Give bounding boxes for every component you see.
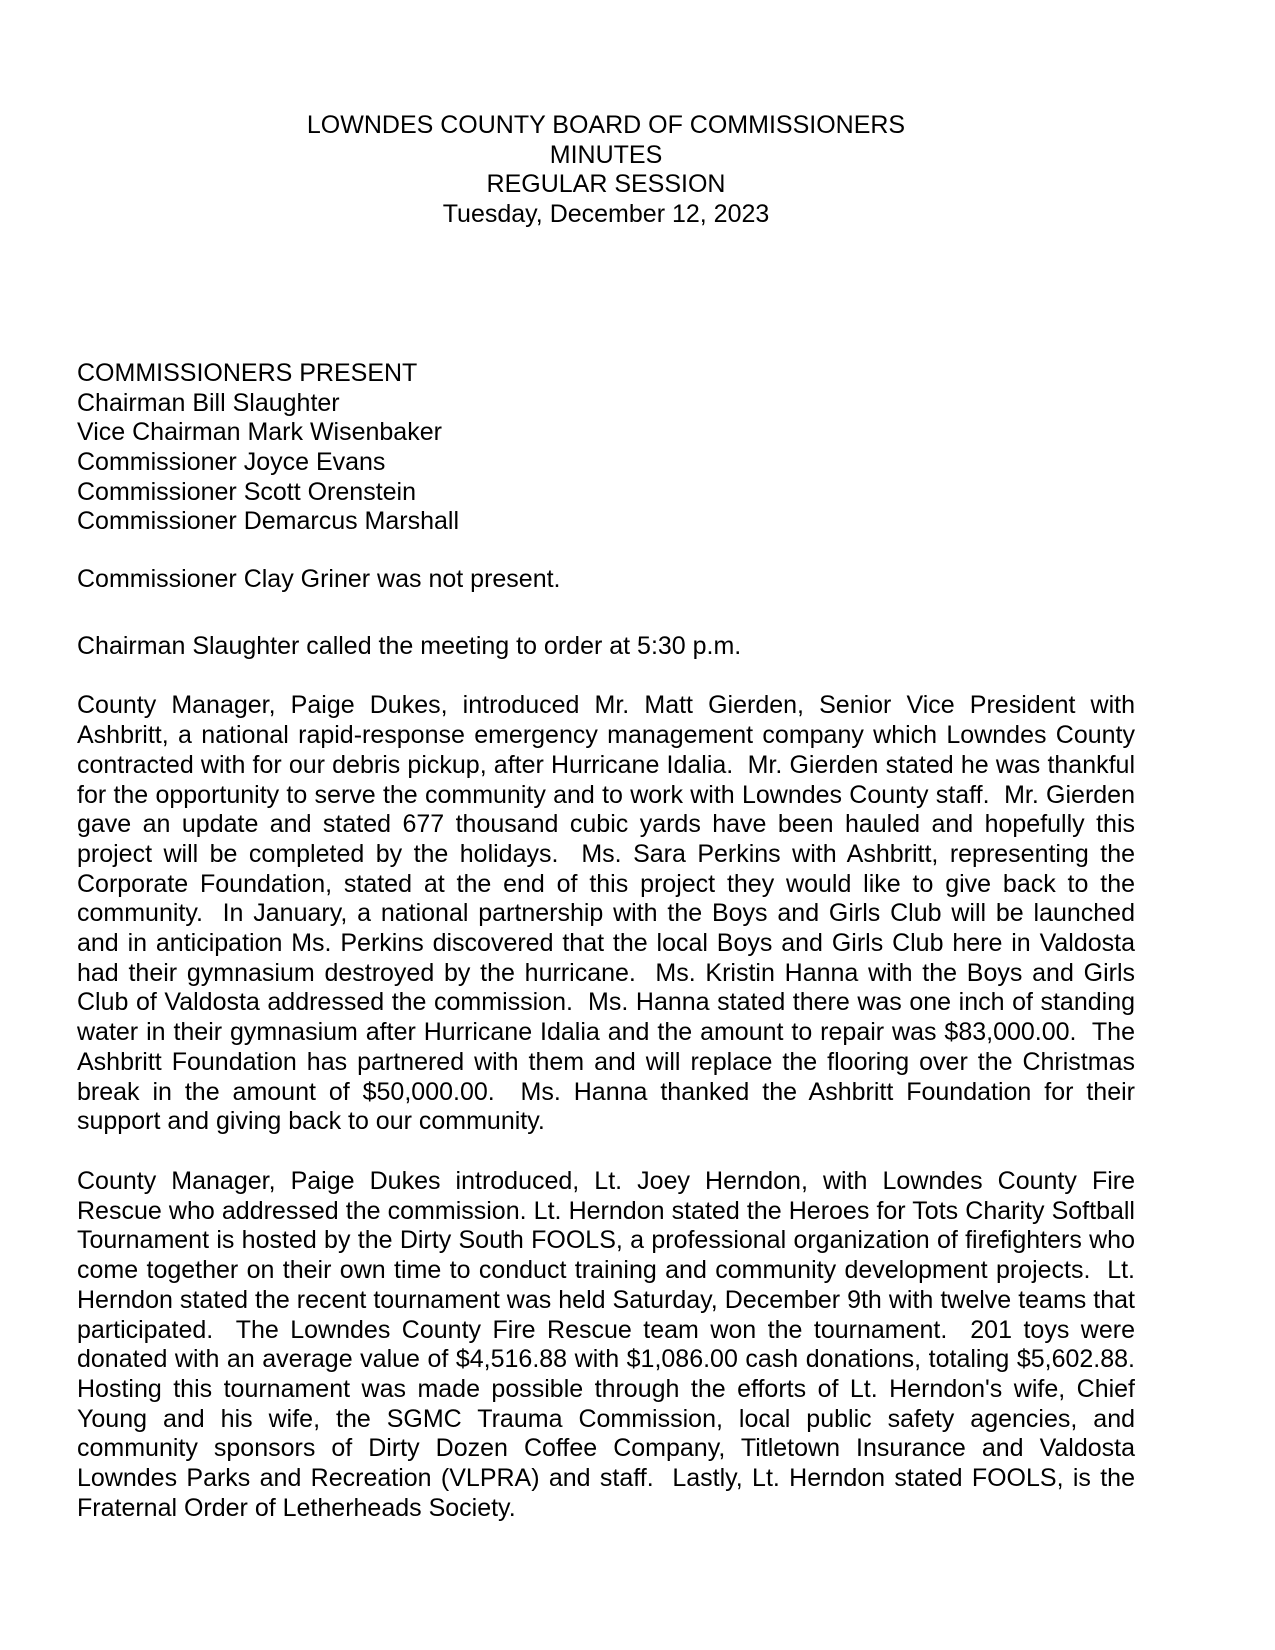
attendee-vice-chairman: Vice Chairman Mark Wisenbaker [77,418,442,447]
header-doc-type: MINUTES [549,140,663,169]
absent-note: Commissioner Clay Griner was not present. [77,565,561,594]
attendance-section [77,359,1135,537]
header-session-type: REGULAR SESSION [486,170,726,199]
header-org-name: LOWNDES COUNTY BOARD OF COMMISSIONERS [306,111,906,139]
document-header [77,111,1135,230]
attendee-chairman: Chairman Bill Slaughter [77,388,340,417]
header-session-date: Tuesday, December 12, 2023 [442,200,770,229]
attendee-commissioner-marshall: Commissioner Demarcus Marshall [77,507,460,536]
paragraph-ashbritt-debris-update: County Manager, Paige Dukes, introduced Mr. Matt Gierden, Senior Vice President with Ashbritt, a national rapid-response emergency management company which Lowndes County contracted with for our debris pickup, after Hurricane Idalia. Mr. Gierden stated he was thankful for the opportunity to serve the community and to work with Lowndes County staff. Mr. Gierden gave an update and stated 677 thousand cubic yards have been hauled and hopefully this project will be completed by the holidays. Ms. Sara Perkins with Ashbritt, representing the Corporate Foundation, stated at the end of this project they would like to give back to the community. In January, a national partnership with the Boys and Girls Club will be launched and in anticipation Ms. Perkins discovered that the local Boys and Girls Club here in Valdosta had their gymnasium destroyed by the hurricane. Ms. Kristin Hanna with the Boys and Girls Club of Valdosta addressed the commission. Ms. Hanna stated there was one inch of standing water in their gymnasium after Hurricane Idalia and the amount to repair was $83,000.00. The Ashbritt Foundation has partnered with them and will replace the flooring over the Christmas break in the amount of $50,000.00. Ms. Hanna thanked the Ashbritt Foundation for their support and giving back to our community. [77,691,1142,1136]
attendance-heading: COMMISSIONERS PRESENT [77,358,418,387]
attendee-commissioner-evans: Commissioner Joyce Evans [77,447,386,476]
paragraph-heroes-for-tots-tournament: County Manager, Paige Dukes introduced, Lt. Joey Herndon, with Lowndes County Fire Rescue who addressed the commission. Lt. Herndon stated the Heroes for Tots Charity Softball Tournament is hosted by the Dirty South FOOLS, a professional organization of firefighters who come together on their own time to conduct training and community development projects. Lt. Herndon stated the recent tournament was held Saturday, December 9th with twelve teams that participated. The Lowndes County Fire Rescue team won the tournament. 201 toys were donated with an average value of $4,516.88 with $1,086.00 cash donations, totaling $5,602.88. Hosting this tournament was made possible through the efforts of Lt. Herndon's wife, Chief Young and his wife, the SGMC Trauma Commission, local public safety agencies, and community sponsors of Dirty Dozen Coffee Company, Titletown Insurance and Valdosta Lowndes Parks and Recreation (VLPRA) and staff. Lastly, Lt. Herndon stated FOOLS, is the Fraternal Order of Letherheads Society. [77,1166,1142,1522]
call-to-order-line: Chairman Slaughter called the meeting to order at 5:30 p.m. [77,631,742,660]
attendee-commissioner-orenstein: Commissioner Scott Orenstein [77,477,417,506]
